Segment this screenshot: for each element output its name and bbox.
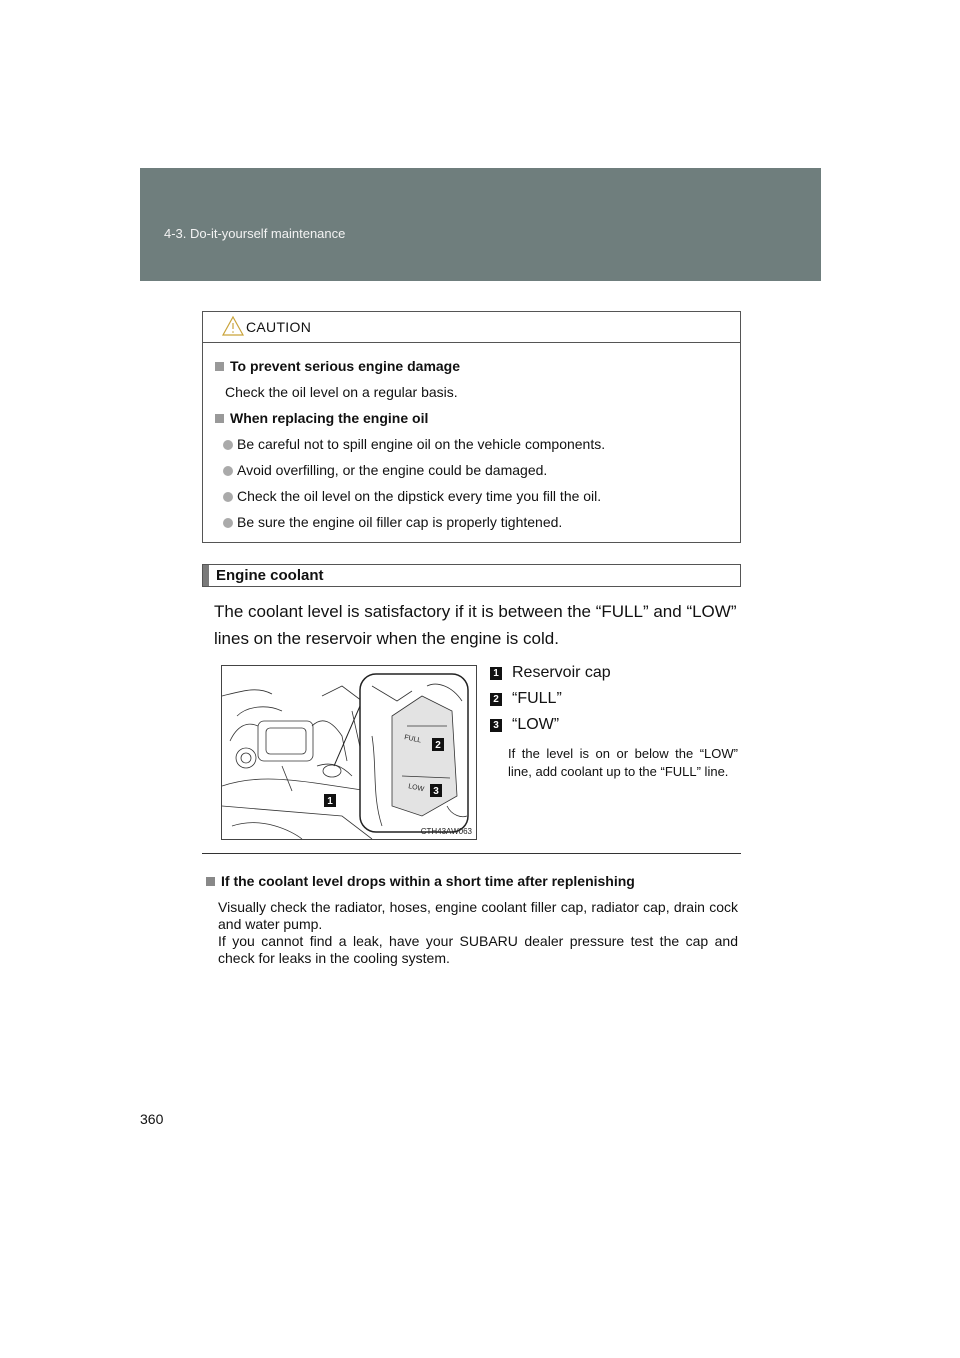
caution-bullet: Be careful not to spill engine oil on the vehicle components. xyxy=(215,431,740,457)
callout-number: 3 xyxy=(490,719,502,732)
callout-item: 2 “FULL” xyxy=(490,686,740,712)
circle-bullet-icon xyxy=(223,492,233,502)
callout-note: If the level is on or below the “LOW” line, add coolant up to the “FULL” line. xyxy=(508,746,738,779)
note-title: If the coolant level drops within a short time after replenishing xyxy=(206,873,635,889)
square-bullet-icon xyxy=(206,877,215,886)
note-paragraph: Visually check the radiator, hoses, engine coolant filler cap, radiator cap, drain cock and water pump. xyxy=(218,899,738,932)
section-heading xyxy=(202,564,741,587)
header-band xyxy=(140,168,821,281)
full-line-label: FULL xyxy=(403,734,422,745)
svg-text:3: 3 xyxy=(433,786,439,797)
circle-bullet-icon xyxy=(223,466,233,476)
caution-label: CAUTION xyxy=(246,319,312,335)
warning-triangle-icon xyxy=(221,315,245,337)
page-number: 360 xyxy=(140,1111,164,1127)
section-header: 4-3. Do-it-yourself maintenance xyxy=(164,226,346,241)
section-lead-text: The coolant level is satisfactory if it is between the “FULL” and “LOW” lines on the reservoir when the engine is cold. xyxy=(214,602,737,648)
svg-text:1: 1 xyxy=(327,796,333,807)
callout-item: 3 “LOW” xyxy=(490,712,740,738)
circle-bullet-icon xyxy=(223,518,233,528)
caution-bullet: Be sure the engine oil filler cap is properly tightened. xyxy=(215,509,740,535)
note-body xyxy=(218,899,738,967)
section-divider xyxy=(202,853,741,854)
caution-box xyxy=(202,311,741,543)
caution-group-title: To prevent serious engine damage xyxy=(215,353,740,379)
caution-body xyxy=(203,343,740,535)
engine-bay-illustration xyxy=(222,666,476,839)
caution-bullet: Check the oil level on the dipstick every time you fill the oil. xyxy=(215,483,740,509)
note-paragraph: If you cannot find a leak, have your SUBARU dealer pressure test the cap and check for leaks in the cooling system. xyxy=(218,933,738,966)
caution-group-title: When replacing the engine oil xyxy=(215,405,740,431)
caution-bullet: Avoid overfilling, or the engine could be damaged. xyxy=(215,457,740,483)
figure-code: CTH43AW063 xyxy=(420,827,472,836)
caution-line: Check the oil level on a regular basis. xyxy=(225,384,458,400)
square-bullet-icon xyxy=(215,414,224,423)
low-line-label: LOW xyxy=(407,783,425,794)
section-title: Engine coolant xyxy=(216,567,324,584)
callout-number: 1 xyxy=(490,667,502,680)
svg-text:2: 2 xyxy=(435,740,441,751)
callout-number: 2 xyxy=(490,693,502,706)
callout-list xyxy=(490,660,740,738)
circle-bullet-icon xyxy=(223,440,233,450)
square-bullet-icon xyxy=(215,362,224,371)
section-tab xyxy=(203,565,209,586)
caution-header xyxy=(203,312,740,343)
coolant-reservoir-figure xyxy=(221,665,477,840)
callout-item: 1 Reservoir cap xyxy=(490,660,740,686)
